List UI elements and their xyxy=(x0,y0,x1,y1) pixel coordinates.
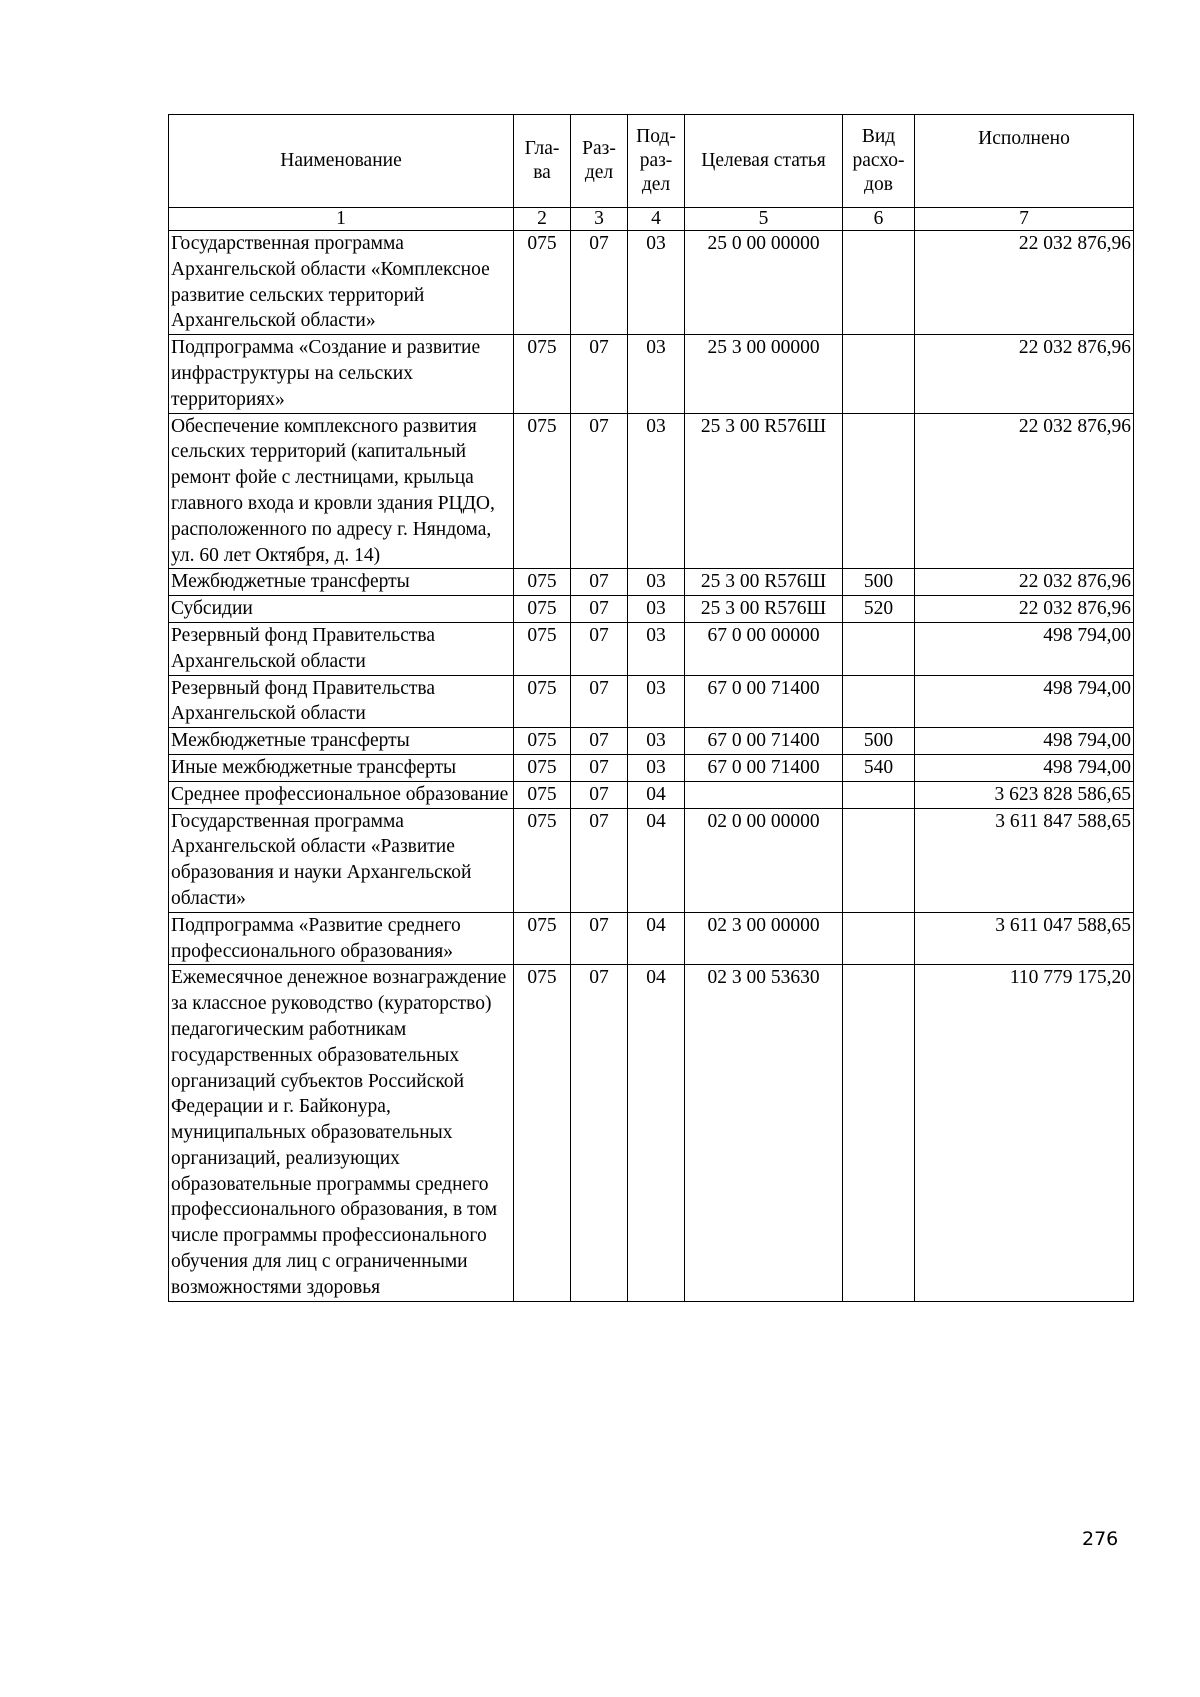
row-name-cell: Государственная программа Архангельской области «Развитие образования и науки Архангельской области» xyxy=(169,808,514,912)
row-name-cell: Ежемесячное денежное вознаграждение за классное руководство (кураторство) педагогическим работникам государственных образовательных организаций субъектов Российской Федерации и г. Байконура, муниципальных образовательных организаций, реализующих образовательные программы среднего профессионального образования, в том числе программы профессионального обучения для лиц с ограниченными возможностями здоровья xyxy=(169,965,514,1301)
row-glava-cell: 075 xyxy=(514,675,571,728)
table-row xyxy=(169,808,1134,912)
row-vid-cell: 500 xyxy=(843,569,915,596)
row-celevaya-cell xyxy=(685,781,843,808)
row-celevaya-cell: 02 0 00 00000 xyxy=(685,808,843,912)
row-ispolneno-cell: 22 032 876,96 xyxy=(915,596,1134,623)
table-row xyxy=(169,231,1134,335)
table-row xyxy=(169,781,1134,808)
row-ispolneno-cell: 3 611 847 588,65 xyxy=(915,808,1134,912)
table-row xyxy=(169,728,1134,755)
table-row xyxy=(169,413,1134,569)
header-ispolneno: Исполнено xyxy=(915,115,1134,208)
row-vid-cell xyxy=(843,965,915,1301)
row-razdel-cell: 07 xyxy=(571,569,628,596)
row-glava-cell: 075 xyxy=(514,335,571,413)
table-body xyxy=(169,231,1134,1302)
row-celevaya-cell: 25 3 00 00000 xyxy=(685,335,843,413)
header-glava: Гла- ва xyxy=(514,115,571,208)
row-glava-cell: 075 xyxy=(514,622,571,675)
row-razdel-cell: 07 xyxy=(571,808,628,912)
row-podrazdel-cell: 03 xyxy=(628,754,685,781)
row-razdel-cell: 07 xyxy=(571,728,628,755)
header-row xyxy=(169,115,1134,208)
row-vid-cell: 540 xyxy=(843,754,915,781)
row-name-cell: Субсидии xyxy=(169,596,514,623)
row-podrazdel-cell: 03 xyxy=(628,622,685,675)
row-ispolneno-cell: 498 794,00 xyxy=(915,622,1134,675)
row-glava-cell: 075 xyxy=(514,569,571,596)
row-vid-cell xyxy=(843,335,915,413)
row-ispolneno-cell: 22 032 876,96 xyxy=(915,231,1134,335)
page-number: 276 xyxy=(1082,1528,1119,1550)
row-ispolneno-cell: 22 032 876,96 xyxy=(915,413,1134,569)
row-glava-cell: 075 xyxy=(514,781,571,808)
row-ispolneno-cell: 3 623 828 586,65 xyxy=(915,781,1134,808)
row-razdel-cell: 07 xyxy=(571,675,628,728)
row-podrazdel-cell: 04 xyxy=(628,781,685,808)
row-glava-cell: 075 xyxy=(514,728,571,755)
row-name-cell: Подпрограмма «Создание и развитие инфраструктуры на сельских территориях» xyxy=(169,335,514,413)
row-vid-cell xyxy=(843,231,915,335)
row-razdel-cell: 07 xyxy=(571,754,628,781)
table-row xyxy=(169,569,1134,596)
row-podrazdel-cell: 03 xyxy=(628,569,685,596)
row-vid-cell xyxy=(843,413,915,569)
table-row xyxy=(169,965,1134,1301)
column-number: 6 xyxy=(843,208,915,231)
row-name-cell: Межбюджетные трансферты xyxy=(169,569,514,596)
row-ispolneno-cell: 22 032 876,96 xyxy=(915,569,1134,596)
table-row xyxy=(169,622,1134,675)
table-row xyxy=(169,335,1134,413)
row-vid-cell xyxy=(843,781,915,808)
row-ispolneno-cell: 498 794,00 xyxy=(915,675,1134,728)
row-podrazdel-cell: 04 xyxy=(628,808,685,912)
budget-execution-table xyxy=(168,114,1134,1302)
row-razdel-cell: 07 xyxy=(571,965,628,1301)
column-number: 1 xyxy=(169,208,514,231)
row-podrazdel-cell: 04 xyxy=(628,965,685,1301)
row-glava-cell: 075 xyxy=(514,912,571,965)
row-celevaya-cell: 67 0 00 71400 xyxy=(685,728,843,755)
row-podrazdel-cell: 03 xyxy=(628,335,685,413)
row-name-cell: Резервный фонд Правительства Архангельской области xyxy=(169,622,514,675)
row-ispolneno-cell: 3 611 047 588,65 xyxy=(915,912,1134,965)
row-razdel-cell: 07 xyxy=(571,413,628,569)
row-podrazdel-cell: 04 xyxy=(628,912,685,965)
table-row xyxy=(169,596,1134,623)
row-glava-cell: 075 xyxy=(514,965,571,1301)
row-name-cell: Государственная программа Архангельской области «Комплексное развитие сельских территорий Архангельской области» xyxy=(169,231,514,335)
row-name-cell: Иные межбюджетные трансферты xyxy=(169,754,514,781)
row-name-cell: Подпрограмма «Развитие среднего профессионального образования» xyxy=(169,912,514,965)
column-number: 7 xyxy=(915,208,1134,231)
row-vid-cell: 520 xyxy=(843,596,915,623)
table-row xyxy=(169,675,1134,728)
header-name: Наименование xyxy=(169,115,514,208)
row-ispolneno-cell: 498 794,00 xyxy=(915,754,1134,781)
row-podrazdel-cell: 03 xyxy=(628,675,685,728)
column-number-row xyxy=(169,208,1134,231)
row-name-cell: Обеспечение комплексного развития сельских территорий (капитальный ремонт фойе с лестницами, крыльца главного входа и кровли здания РЦДО, расположенного по адресу г. Няндома, ул. 60 лет Октября, д. 14) xyxy=(169,413,514,569)
header-razdel: Раз- дел xyxy=(571,115,628,208)
row-podrazdel-cell: 03 xyxy=(628,413,685,569)
row-vid-cell xyxy=(843,622,915,675)
row-vid-cell xyxy=(843,675,915,728)
row-celevaya-cell: 67 0 00 71400 xyxy=(685,754,843,781)
row-glava-cell: 075 xyxy=(514,808,571,912)
row-ispolneno-cell: 498 794,00 xyxy=(915,728,1134,755)
row-glava-cell: 075 xyxy=(514,413,571,569)
row-celevaya-cell: 02 3 00 00000 xyxy=(685,912,843,965)
row-name-cell: Резервный фонд Правительства Архангельской области xyxy=(169,675,514,728)
header-celevaya: Целевая статья xyxy=(685,115,843,208)
row-celevaya-cell: 67 0 00 00000 xyxy=(685,622,843,675)
row-glava-cell: 075 xyxy=(514,754,571,781)
row-ispolneno-cell: 22 032 876,96 xyxy=(915,335,1134,413)
column-number: 3 xyxy=(571,208,628,231)
header-podrazdel: Под- раз- дел xyxy=(628,115,685,208)
table-row xyxy=(169,912,1134,965)
row-razdel-cell: 07 xyxy=(571,231,628,335)
row-vid-cell xyxy=(843,912,915,965)
row-name-cell: Среднее профессиональное образование xyxy=(169,781,514,808)
row-podrazdel-cell: 03 xyxy=(628,596,685,623)
table-row xyxy=(169,754,1134,781)
row-podrazdel-cell: 03 xyxy=(628,231,685,335)
row-celevaya-cell: 25 3 00 R576Ш xyxy=(685,413,843,569)
row-celevaya-cell: 02 3 00 53630 xyxy=(685,965,843,1301)
row-vid-cell: 500 xyxy=(843,728,915,755)
row-podrazdel-cell: 03 xyxy=(628,728,685,755)
row-razdel-cell: 07 xyxy=(571,912,628,965)
row-razdel-cell: 07 xyxy=(571,335,628,413)
column-number: 2 xyxy=(514,208,571,231)
column-number: 5 xyxy=(685,208,843,231)
row-ispolneno-cell: 110 779 175,20 xyxy=(915,965,1134,1301)
row-celevaya-cell: 25 3 00 R576Ш xyxy=(685,569,843,596)
row-celevaya-cell: 67 0 00 71400 xyxy=(685,675,843,728)
header-vid: Вид расхо- дов xyxy=(843,115,915,208)
row-razdel-cell: 07 xyxy=(571,781,628,808)
row-glava-cell: 075 xyxy=(514,596,571,623)
row-razdel-cell: 07 xyxy=(571,622,628,675)
row-celevaya-cell: 25 0 00 00000 xyxy=(685,231,843,335)
column-number: 4 xyxy=(628,208,685,231)
row-name-cell: Межбюджетные трансферты xyxy=(169,728,514,755)
row-razdel-cell: 07 xyxy=(571,596,628,623)
row-vid-cell xyxy=(843,808,915,912)
row-glava-cell: 075 xyxy=(514,231,571,335)
row-celevaya-cell: 25 3 00 R576Ш xyxy=(685,596,843,623)
